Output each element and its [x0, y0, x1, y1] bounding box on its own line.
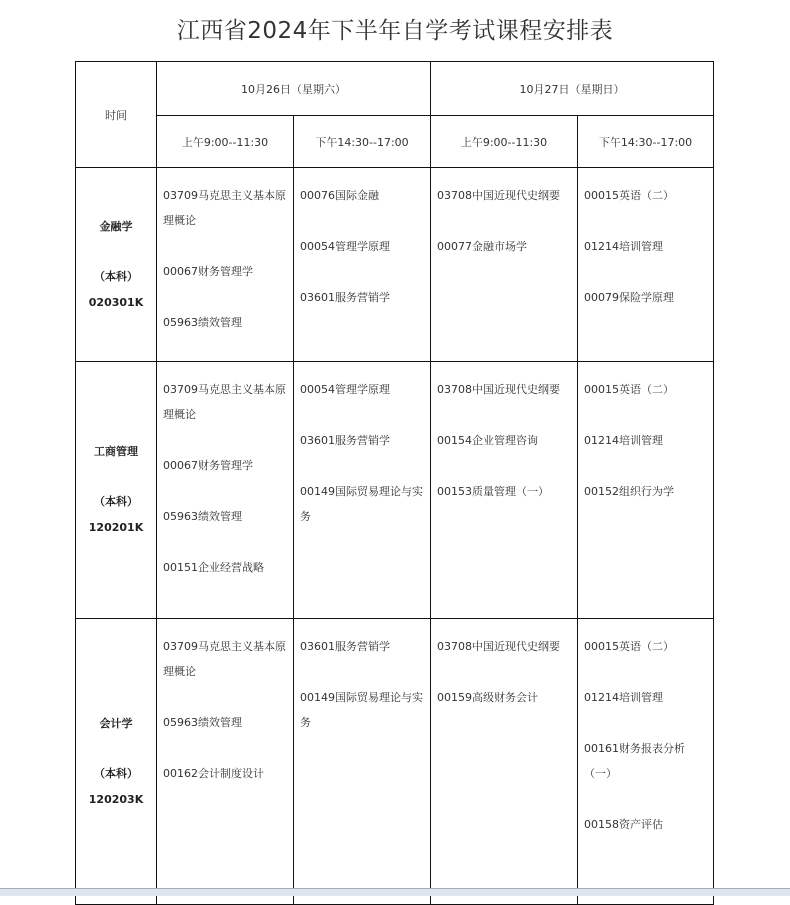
course-item: 01214培训管理 — [584, 691, 663, 704]
major-level: （本科） — [94, 766, 138, 780]
course-item: 00015英语（二） — [584, 383, 674, 396]
course-item: 00015英语（二） — [584, 189, 674, 202]
day-header: 10月27日（星期日） — [431, 62, 714, 116]
course-item: 00076国际金融 — [300, 189, 379, 202]
session-header: 上午9:00--11:30 — [157, 116, 294, 168]
course-item: 00067财务管理学 — [163, 265, 253, 278]
course-item: 00158资产评估 — [584, 818, 663, 831]
course-item: 00162会计制度设计 — [163, 767, 264, 780]
course-item: 03709马克思主义基本原理概论 — [163, 189, 286, 227]
major-cell — [76, 362, 157, 619]
session-header: 上午9:00--11:30 — [431, 116, 578, 168]
course-item: 03708中国近现代史纲要 — [437, 640, 560, 653]
session-header: 下午14:30--17:00 — [294, 116, 431, 168]
major-name: 会计学 — [99, 716, 133, 730]
major-cell — [76, 168, 157, 362]
course-item: 03601服务营销学 — [300, 291, 390, 304]
page-title: 江西省2024年下半年自学考试课程安排表 — [176, 18, 614, 44]
course-item: 00079保险学原理 — [584, 291, 674, 304]
course-item: 05963绩效管理 — [163, 510, 242, 523]
course-item: 03709马克思主义基本原理概论 — [163, 383, 286, 421]
course-item: 03708中国近现代史纲要 — [437, 189, 560, 202]
course-item: 03601服务营销学 — [300, 434, 390, 447]
course-item: 01214培训管理 — [584, 240, 663, 253]
course-item: 00015英语（二） — [584, 640, 674, 653]
course-cell — [157, 168, 294, 362]
major-name: 金融学 — [99, 219, 133, 233]
major-code: 120201K — [88, 521, 144, 534]
course-item: 00153质量管理（一） — [437, 485, 549, 498]
course-cell — [431, 168, 578, 362]
course-cell — [157, 362, 294, 619]
session-header: 下午14:30--17:00 — [578, 116, 714, 168]
major-cell — [76, 619, 157, 905]
course-cell — [294, 362, 431, 619]
major-code: 020301K — [88, 295, 144, 309]
course-item: 00161财务报表分析（一） — [584, 742, 685, 780]
course-cell — [578, 362, 714, 619]
course-cell — [157, 619, 294, 905]
course-cell — [431, 362, 578, 619]
course-item: 03709马克思主义基本原理概论 — [163, 640, 286, 678]
course-item: 00067财务管理学 — [163, 459, 253, 472]
course-cell — [431, 619, 578, 905]
major-code: 120203K — [88, 792, 144, 806]
course-item: 00159高级财务会计 — [437, 691, 538, 704]
course-item: 05963绩效管理 — [163, 716, 242, 729]
course-item: 01214培训管理 — [584, 434, 663, 447]
course-item: 03601服务营销学 — [300, 640, 390, 653]
course-item: 00149国际贸易理论与实务 — [300, 485, 423, 523]
major-level: （本科） — [94, 495, 138, 508]
course-item: 05963绩效管理 — [163, 316, 242, 329]
day-header: 10月26日（星期六） — [157, 62, 431, 116]
major-name: 工商管理 — [94, 445, 138, 458]
course-cell — [294, 619, 431, 905]
course-item: 00077金融市场学 — [437, 240, 527, 253]
course-item: 00154企业管理咨询 — [437, 434, 538, 447]
course-item: 00054管理学原理 — [300, 240, 390, 253]
course-item: 00149国际贸易理论与实务 — [300, 691, 423, 729]
course-item: 00151企业经营战略 — [163, 561, 264, 574]
course-item: 00152组织行为学 — [584, 485, 674, 498]
course-cell — [578, 168, 714, 362]
course-cell — [578, 619, 714, 905]
time-header: 时间 — [76, 62, 157, 168]
schedule-table — [75, 61, 714, 905]
course-item: 03708中国近现代史纲要 — [437, 383, 560, 396]
course-cell — [294, 168, 431, 362]
course-item: 00054管理学原理 — [300, 383, 390, 396]
major-level: （本科） — [94, 269, 138, 283]
